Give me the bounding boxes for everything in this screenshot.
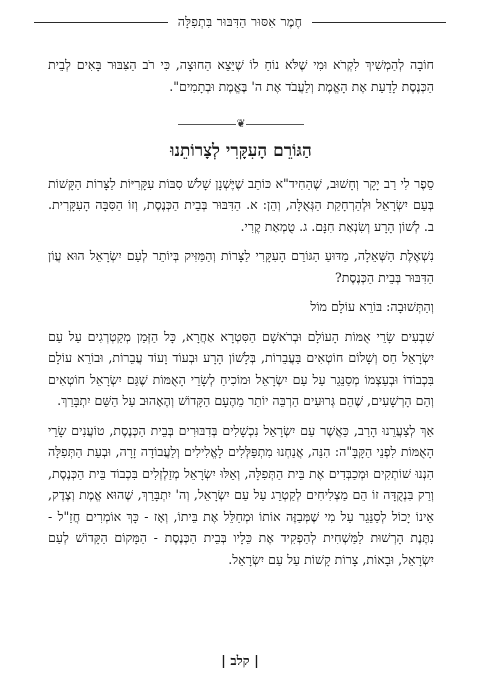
section-paragraph-3: וְהַתְּשׁוּבָה: בּוֹרֵא עוֹלָם מוֹל <box>310 299 434 314</box>
section-paragraph-4: שִׁבְעִים שָׂרֵי אֻמּוֹת הָעוֹלָם וּבְרֹאשָׁם הַסִּטְרָא אַחֲרָא, כָּל הַזְּמַן מְקַטְרְגִים עַל עַם יִשְׂרָאֵל חַס וְשָׁלוֹם חוֹטְאִים בַּעֲבֵרוֹת, בְּלָשׁוֹן הָרָע וּבְעוֹד וָעוֹד עֲבֵרוֹת, וּבוֹרֵא עוֹלָם בִּכְבוֹדוֹ וּבְעַצְמוֹ מְסַנֵּגֵר עַל עַם יִשְׂרָאֵל וּמוֹכִיחַ לְשָׂרֵי הָאֻמּוֹת שֶׁגַּם יִשְׂרָאֵל חוֹטְאִים וְהֵם הָרְשָׁעִים, שֶׁהֵם גְּרוּעִים הַרְבֵּה יוֹתֵר מֵהֶעָם הַקָּדוֹשׁ וְהֶאָהוּב עַל הַשֵּׁם יִתְבָּרַךְ. <box>48 328 434 408</box>
page-body <box>48 54 434 570</box>
section-paragraph-1: סֵפֶר לִי רַב יָקָר וְחָשׁוּב, שֶׁהַחִיד"א כּוֹתֵב שֶׁיֶּשְׁנָן שָׁלֹשׁ סִבּוֹת עִקָּרִיּוֹת לַצָּרוֹת הַקָּשׁוֹת בְּעַם יִשְׂרָאֵל וּלְהַרְחָקַת הַגְּאֻלָּה, וְהֵן: א. הַדִּבּוּר בְּבֵית הַכְּנֶסֶת, וְזוֹ הַסִּבָּה הָעִקָּרִית. ב. לְשׁוֹן הָרָע וְשִׂנְאַת חִנָּם. ג. טֻמְאַת קֶרִי. <box>48 175 434 234</box>
divider-line <box>246 124 304 125</box>
ornament-icon: ❦ <box>236 117 246 131</box>
running-header <box>34 14 446 30</box>
running-header-title: חֶמֶר אִסּוּר הַדִּבּוּר בִּתְפִלָּה <box>177 14 303 29</box>
section-paragraph-5: אַךְ לְצַעֲרֵנוּ הָרַב, כַּאֲשֶׁר עַם יִשְׂרָאֵל נִכְשָׁלִים בְּדִבּוּרִים בְּבֵית הַכְּנֶסֶת, טוֹעֲנִים שָׂרֵי הָאֻמּוֹת לִפְנֵי הַקָּבָּ"ה: הִנֵּה, אֲנַחְנוּ מִתְפַּלְּלִים לָאֱלִילִים וְלַעֲבוֹדָה זָרָה, וּבְעֵת הַתְּפִלָּה הִנְנוּ שׁוֹתְקִים וּמְכַבְּדִים אֶת בֵּית הַתְּפִלָּה, וְאֵלּוּ יִשְׂרָאֵל מְזַלְזְלִים בִּכְבוֹד בֵּית הַכְּנֶסֶת, וְרַק בִּנְקֻדָּה זוֹ הֵם מַצְלִיחִים לְקַטְרֵג עַל עַם יִשְׂרָאֵל, וְה' יִתְבָּרַךְ, שֶׁהוּא אֱמֶת וְצֶדֶק, אֵינוֹ יָכוֹל לְסַנֵּגֵר עַל מִי שֶׁמְּבַזֶּה אוֹתוֹ וּמְחַלֵּל אֶת בֵּיתוֹ, וְאָז - כָּךְ אוֹמְרִים חֲזַ"ל - נִתֶּנֶת הָרְשׁוּת לַמַּשְׁחִית לְהַפְקִיד אֶת כֵּלָיו בְּבֵית הַכְּנֶסֶת - הַמָּקוֹם הַקָּדוֹשׁ לְעַם יִשְׂרָאֵל, וּבָאוֹת, צָרוֹת קָשׁוֹת עַל עַם יִשְׂרָאֵל. <box>48 422 434 567</box>
section-paragraph-2: נִשְׁאֶלֶת הַשְּׁאֵלָה, מַדּוּעַ הַגּוֹרֵם הָעִקָּרִי לַצָּרוֹת וְהַמַּזִּיק בְּיוֹתֵר לְעַם יִשְׂרָאֵל הוּא עֲוֹן הַדִּבּוּר בְּבֵית הַכְּנֶסֶת? <box>48 248 434 285</box>
section-divider <box>48 117 434 131</box>
divider-line <box>178 124 236 125</box>
page-number: | קלב | <box>221 654 259 669</box>
section-title: הַגּוֹרֵם הָעִקָּרִי לְצָרוֹתֵנוּ <box>170 141 312 161</box>
header-rule-left <box>34 22 168 23</box>
intro-paragraph: חוֹבָה לְהַמְשִׁיךְ לִקְרֹא וּמִי שֶׁלֹּא נוֹחַ לוֹ שֶׁיֵּצֵא הַחוּצָה, כִּי רֹב הַצִּבּוּר בָּאִים לְבֵית הַכְּנֶסֶת לָדַעַת אֶת הָאֱמֶת וְלַעֲבֹד אֶת ה' בֶּאֱמֶת וּבְתָמִים". <box>48 57 434 94</box>
header-rule-right <box>312 22 446 23</box>
